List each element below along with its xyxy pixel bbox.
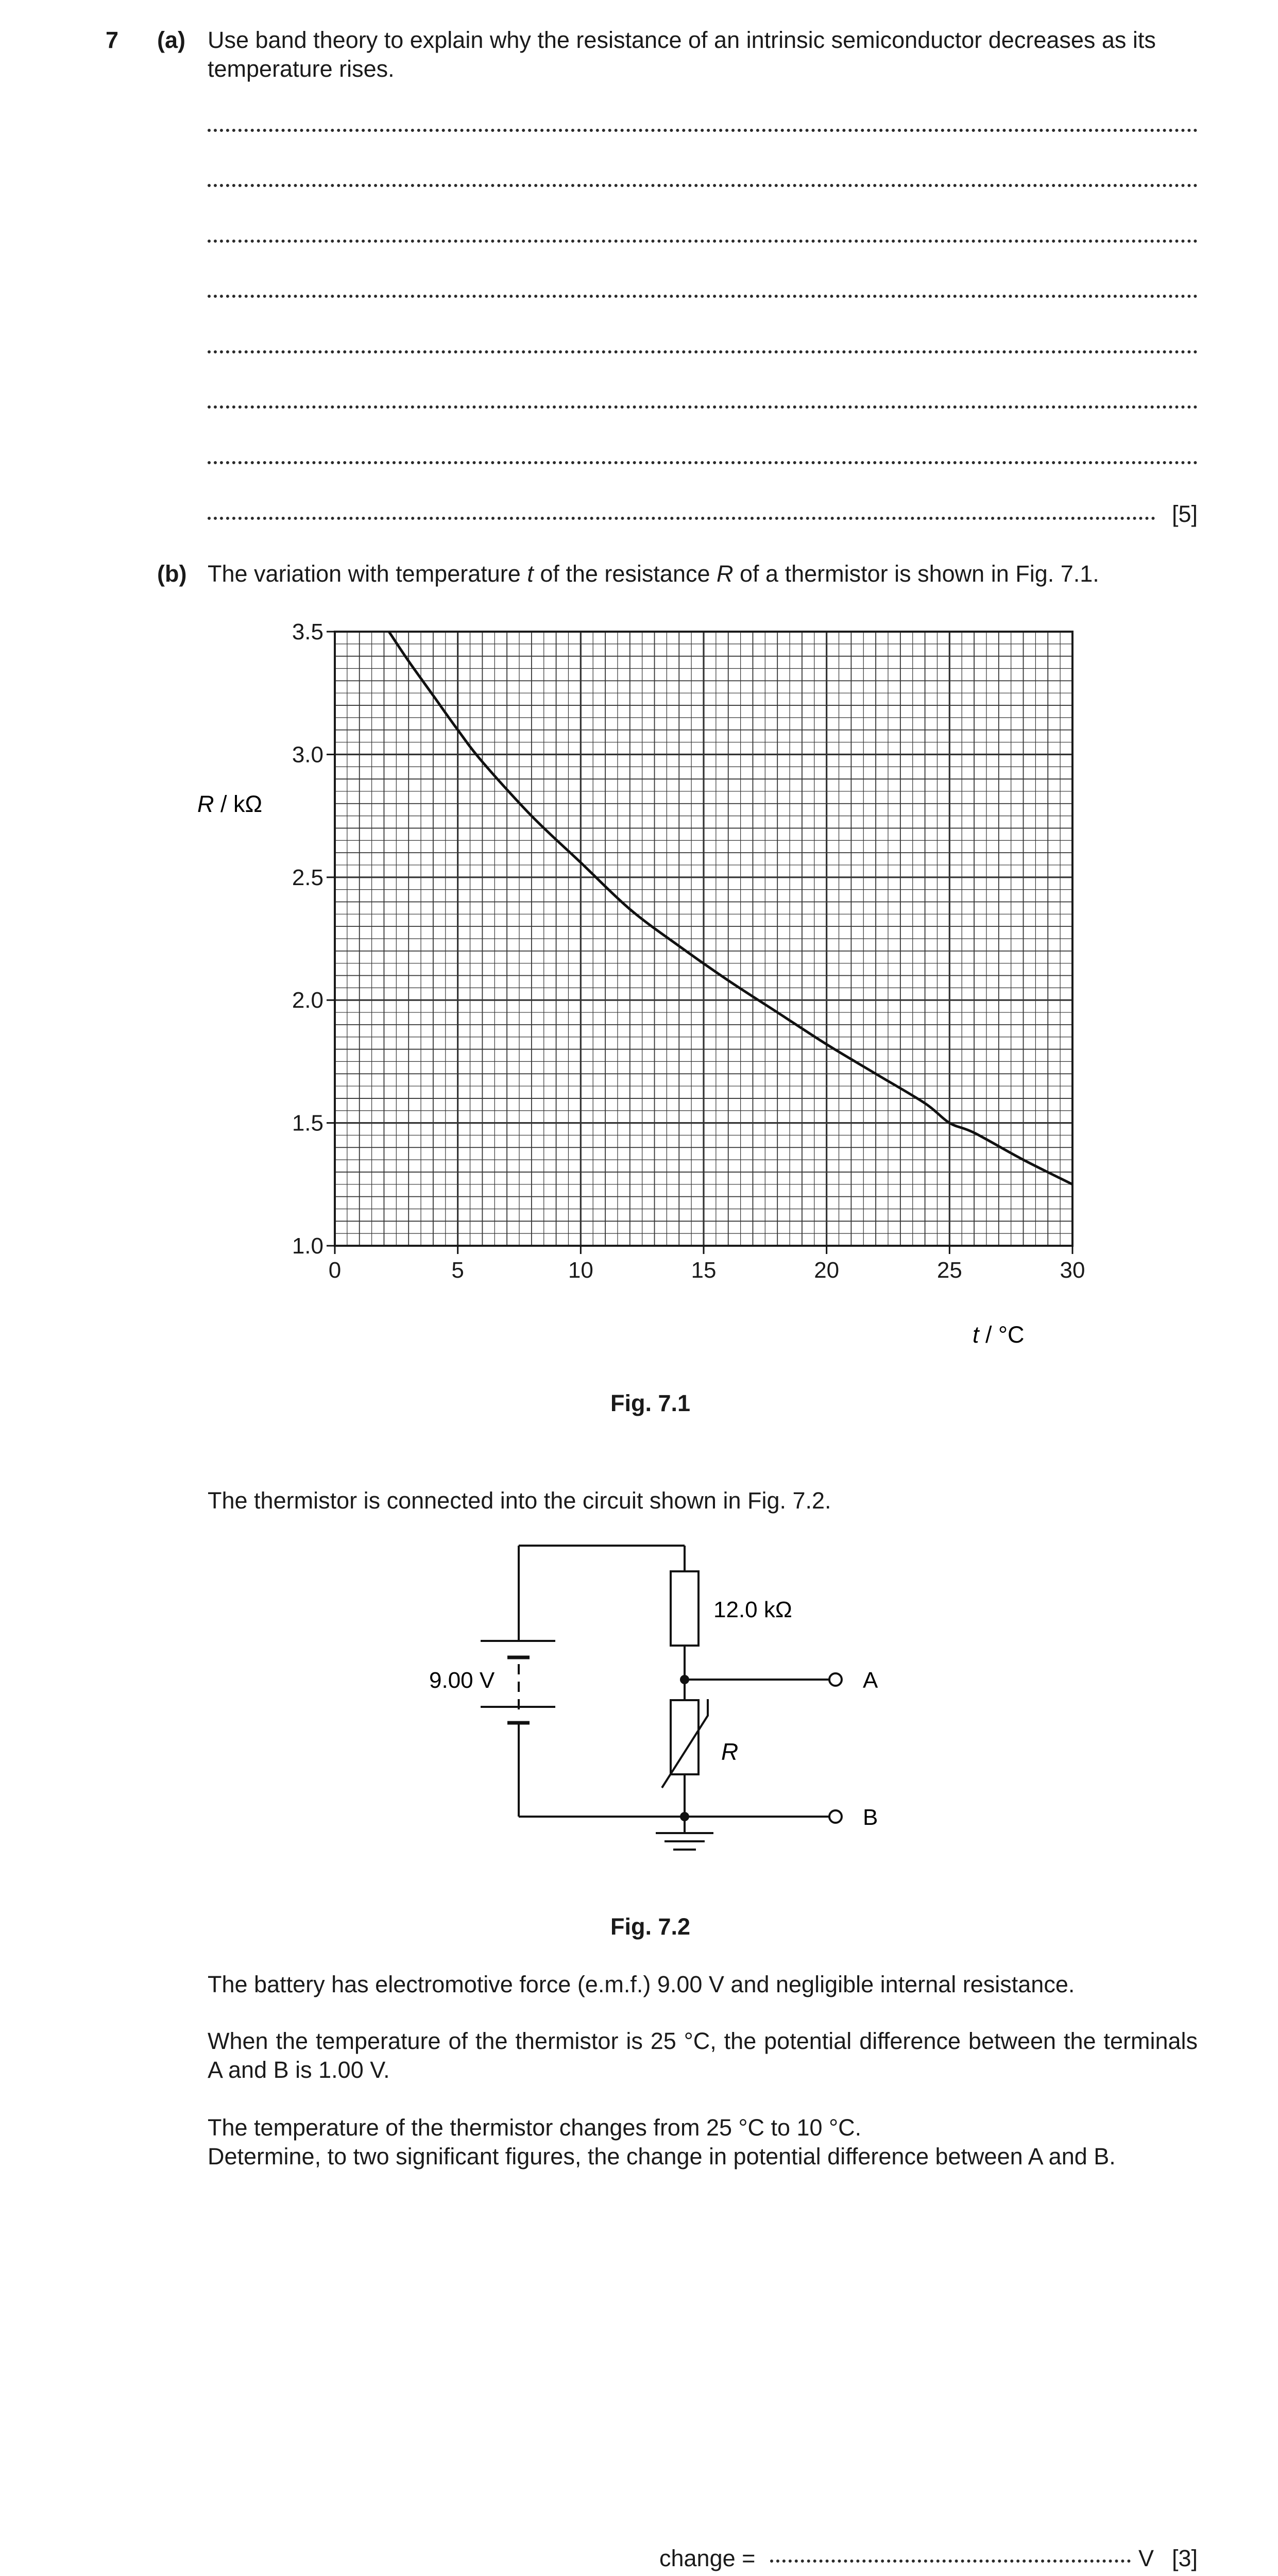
terminal-b-label: B (863, 1805, 878, 1830)
x-tick-labels (329, 1258, 1085, 1283)
x-axis-label: t / °C (973, 1321, 1025, 1348)
determine-text: Determine, to two significant figures, the change in potential difference between A and B. (208, 2143, 1116, 2170)
resistor-symbol (671, 1571, 698, 1646)
change-answer-field[interactable] (770, 2560, 1131, 2563)
junction-dot (680, 1675, 689, 1684)
part-b-label: (b) (157, 561, 187, 587)
x-tick-label: 15 (691, 1258, 717, 1283)
y-axis-label: R / kΩ (197, 791, 263, 817)
part-a-marks: [5] (1171, 501, 1198, 527)
circuit-diagram (402, 1525, 917, 1855)
question-number: 7 (106, 27, 119, 53)
part-b-intro: The variation with temperature t of the resistance R of a thermistor is shown in Fig. 7.1. (208, 561, 1099, 587)
battery-label: 9.00 V (429, 1668, 495, 1693)
x-tick-label: 5 (451, 1258, 464, 1283)
terminal-a-label: A (863, 1668, 878, 1693)
y-tick-label: 2.0 (292, 988, 323, 1013)
battery-text: The battery has electromotive force (e.m.f.) 9.00 V and negligible internal resistance. (208, 1971, 1075, 1997)
resistance-curve (389, 632, 1072, 1184)
x-tick-label: 20 (814, 1258, 840, 1283)
junction-dot (680, 1812, 689, 1821)
y-tick-label: 2.5 (292, 865, 323, 890)
thermistor-label: R (721, 1738, 739, 1765)
resistor-label: 12.0 kΩ (713, 1597, 792, 1622)
change-answer-unit: V (1138, 2545, 1154, 2571)
x-tick-label: 30 (1060, 1258, 1085, 1283)
axis-ticks (327, 632, 1072, 1254)
circuit-intro: The thermistor is connected into the circuit shown in Fig. 7.2. (208, 1487, 831, 1514)
x-tick-label: 0 (328, 1258, 342, 1283)
fig-7-1-caption: Fig. 7.1 (610, 1390, 691, 1416)
x-tick-label: 10 (568, 1258, 593, 1283)
terminal-a-icon (829, 1673, 842, 1686)
y-tick-label: 3.0 (292, 742, 323, 768)
terminal-b-icon (829, 1810, 842, 1823)
x-tick-label: 25 (936, 1258, 962, 1283)
part-b-marks: [3] (1171, 2545, 1198, 2571)
fig-7-2-caption: Fig. 7.2 (610, 1913, 691, 1940)
temperature-text: When the temperature of the thermistor is 25 °C, the potential difference between the terminals A and B is 1.00 V. (208, 2028, 1198, 2083)
y-tick-label: 1.0 (292, 1233, 323, 1259)
y-tick-label: 3.5 (292, 619, 323, 645)
part-a-question: Use band theory to explain why the resistance of an intrinsic semiconductor decreases as its temperature rises. (208, 27, 1156, 82)
temperature-change-text: The temperature of the thermistor changes from 25 °C to 10 °C. (208, 2114, 862, 2141)
y-tick-label: 1.5 (292, 1110, 323, 1136)
part-a-label: (a) (157, 27, 185, 53)
change-answer-label: change = (659, 2545, 756, 2571)
y-tick-labels (292, 619, 323, 1259)
